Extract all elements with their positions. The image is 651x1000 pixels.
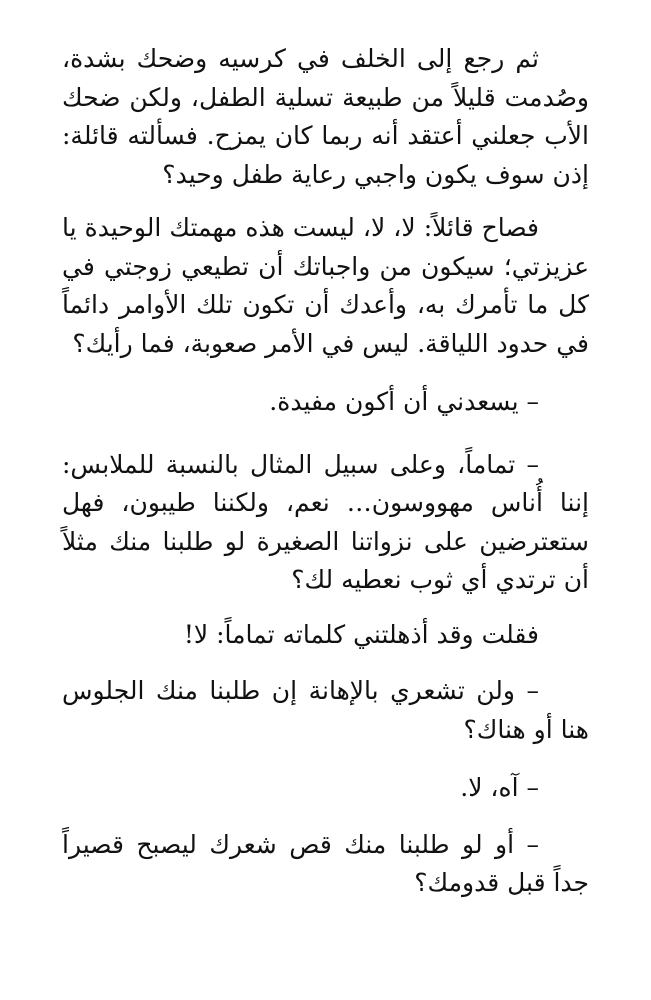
paragraph-hair-question: – أو لو طلبنا منك قص شعرك ليصبح قصيراً جداً قبل قدومك؟ xyxy=(62,829,589,897)
paragraph-reply-ah-no: – آه، لا. xyxy=(460,773,539,802)
paragraph-clothes-question: – تماماً، وعلى سبيل المثال بالنسبة للملابس: إننا أُناس مهووسون… نعم، ولكننا طيبون، فهل ستعترضين على نزواتنا الصغيرة لو طلبنا منك مثلاً أن ترتدي أي ثوب نعطيه لك؟ xyxy=(62,449,589,594)
paragraph-duties-explained: فصاح قائلاً: لا، لا، ليست هذه مهمتك الوحيدة يا عزيزتي؛ سيكون من واجباتك أن تطيعي زوجتي في كل ما تأمرك به، وأعدك أن تكون تلك الأوامر دائماً في حدود اللياقة. ليس في الأمر صعوبة، فما رأيك؟ xyxy=(62,213,589,358)
paragraph-narration-laugh: ثم رجع إلى الخلف في كرسيه وضحك بشدة، وصُدمت قليلاً من طبيعة تسلية الطفل، ولكن ضحك الأب جعلني أعتقد أنه ربما كان يمزح. فسألته قائلة: إذن سوف يكون واجبي رعاية طفل وحيد؟ xyxy=(62,44,589,189)
paragraph-sitting-question: – ولن تشعري بالإهانة إن طلبنا منك الجلوس هنا أو هناك؟ xyxy=(62,676,589,744)
paragraph-reply-happy: – يسعدني أن أكون مفيدة. xyxy=(269,387,539,416)
paragraph-reply-no: فقلت وقد أذهلتني كلماته تماماً: لا! xyxy=(183,619,539,649)
